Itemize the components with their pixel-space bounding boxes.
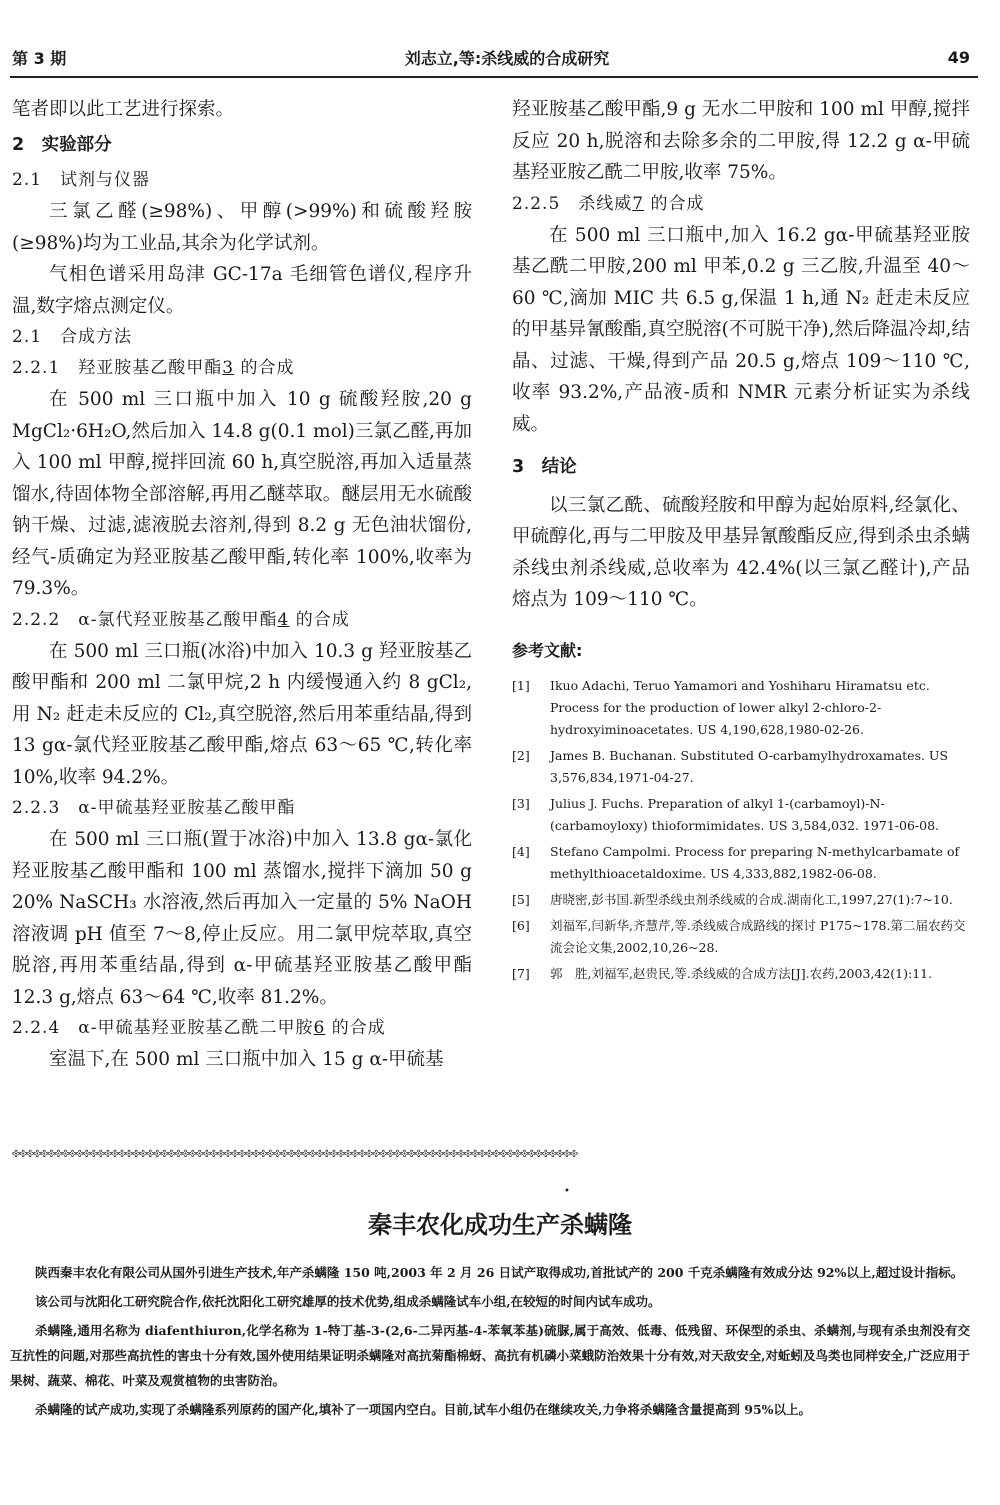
reference-item: [4] Stefano Campolmi. Process for preparing N-methylcarbamate of methylthioacetaldoxime. US 4,333,882,1982-06-08. (512, 843, 960, 881)
compound-number: 4 (277, 609, 290, 630)
references-heading: 参考文献: (512, 640, 583, 660)
news-body (10, 1260, 970, 1426)
section-2-1-heading: 2.1 试剂与仪器 (12, 170, 151, 190)
section-3-heading: 3 结论 (512, 457, 577, 477)
section-2-2-3-heading: 2.2.3 α-甲硫基羟亚胺基乙酸甲酯 (12, 798, 296, 818)
page-number: 49 (947, 48, 970, 67)
section-2-2-1-heading: 2.2.1 羟亚胺基乙酸甲酯3 的合成 (12, 358, 295, 378)
conclusion-paragraph: 以三氯乙酰、硫酸羟胺和甲醇为起始原料,经氯化、甲硫醇化,再与二甲胺及甲基异氰酸酯反应,得到杀虫杀螨杀线虫剂杀线威,总收率为 42.4%(以三氯乙醛计),产品熔点为 109～110 ℃。 (512, 494, 970, 610)
references-list (512, 675, 970, 985)
synthesis-methods-heading: 2.1 合成方法 (12, 327, 133, 347)
left-column (12, 94, 472, 1076)
news-title: 秦丰农化成功生产杀螨隆 (368, 1211, 632, 1239)
section-2-2-5-heading: 2.2.5 杀线威7 的合成 (512, 193, 705, 214)
section-2-heading: 2 实验部分 (12, 134, 112, 155)
decorative-divider: 𐫱𐫱𐫱𐫱𐫱𐫱𐫱𐫱𐫱𐫱𐫱𐫱𐫱𐫱𐫱𐫱𐫱𐫱𐫱𐫱𐫱𐫱𐫱𐫱𐫱𐫱𐫱𐫱𐫱𐫱𐫱𐫱𐫱𐫱𐫱𐫱𐫱𐫱𐫱𐫱𐫱𐫱𐫱𐫱𐫱𐫱𐫱𐫱𐫱𐫱𐫱𐫱𐫱𐫱𐫱𐫱𐫱𐫱𐫱𐫱𐫱𐫱𐫱𐫱𐫱𐫱𐫱𐫱𐫱𐫱𐫱𐫱𐫱𐫱𐫱𐫱𐫱𐫱𐫱𐫱 (12, 1146, 578, 1159)
compound-number: 3 (222, 358, 235, 378)
section-2-2-2-heading: 2.2.2 α-氯代羟亚胺基乙酸甲酯4 的合成 (12, 609, 350, 630)
compound-number: 6 (313, 1018, 326, 1038)
section-2-2-3-paragraph: 在 500 ml 三口瓶(置于冰浴)中加入 13.8 gα-氯化羟亚胺基乙酸甲酯和 100 ml 蒸馏水,搅拌下滴加 50 g 20% NaSCH₃ 水溶液,然后再加入一定量的 5% NaOH 溶液调 pH 值至 7～8,停止反应。用二氯甲烷萃取,真空脱溶,再用苯重结晶,得到 α-甲硫基羟亚胺基乙酸甲酯 12.3 g,熔点 63～64 ℃,收率 81.2%。 (12, 829, 472, 1008)
right-column (512, 94, 970, 989)
section-2-2-4-paragraph: 室温下,在 500 ml 三口瓶中加入 15 g α-甲硫基 (49, 1049, 444, 1070)
reference-item: [5] 唐晓密,彭书国.新型杀线虫剂杀线威的合成.湖南化工,1997,27(1):7~10. (512, 891, 953, 907)
news-paragraph: 该公司与沈阳化工研究院合作,依托沈阳化工研究雄厚的技术优势,组成杀螨隆试车小组,在较短的时间内试车成功。 (35, 1294, 661, 1309)
reference-item: [6] 刘福军,闫新华,齐慧芹,等.杀线威合成路线的探讨 P175~178.第二届农药交流会论文集,2002,10,26~28. (512, 917, 966, 955)
issue-number: 第 3 期 (12, 49, 67, 68)
section-2-2-4-continued: 羟亚胺基乙酸甲酯,9 g 无水二甲胺和 100 ml 甲醇,搅拌反应 20 h,脱溶和去除多余的二甲胺,得 12.2 g α-甲硫基羟亚胺乙酰二甲胺,收率 75%。 (512, 99, 970, 183)
intro-paragraph: 笔者即以此工艺进行探索。 (12, 99, 235, 120)
section-2-2-2-paragraph: 在 500 ml 三口瓶(冰浴)中加入 10.3 g 羟亚胺基乙酸甲酯和 200 ml 二氯甲烷,2 h 内缓慢通入约 8 gCl₂,用 N₂ 赶走未反应的 Cl₂,真空脱溶,然后用苯重结晶,得到 13 gα-氯代羟亚胺基乙酸甲酯,熔点 63～65 ℃,转化率 10%,收率 94.2%。 (12, 640, 472, 788)
running-header (12, 46, 970, 69)
reference-item: [7] 郭 胜,刘福军,赵贵民,等.杀线威的合成方法[J].农药,2003,42(1):11. (512, 965, 933, 981)
section-2-2-4-heading: 2.2.4 α-甲硫基羟亚胺基乙酰二甲胺6 的合成 (12, 1018, 386, 1038)
header-rule (10, 76, 978, 78)
instruments-paragraph: 气相色谱采用岛津 GC-17a 毛细管色谱仪,程序升温,数字熔点测定仪。 (12, 264, 472, 317)
news-paragraph: 陕西秦丰农化有限公司从国外引进生产技术,年产杀螨隆 150 吨,2003 年 2 月 26 日试产取得成功,首批试产的 200 千克杀螨隆有效成分达 92%以上,超过设计指标。 (35, 1265, 964, 1280)
news-paragraph: 杀螨隆的试产成功,实现了杀螨隆系列原药的国产化,填补了一项国内空白。目前,试车小组仍在继续攻关,力争将杀螨隆含量提高到 95%以上。 (35, 1402, 812, 1417)
separator-dot: • (564, 1186, 570, 1197)
section-2-2-5-paragraph: 在 500 ml 三口瓶中,加入 16.2 gα-甲硫基羟亚胺基乙酰二甲胺,200 ml 甲苯,0.2 g 三乙胺,升温至 40～60 ℃,滴加 MIC 共 6.5 g,保温 1 h,通 N₂ 赶走未反应的甲基异氰酸酯,真空脱溶(不可脱干净),然后降温冷却,结晶、过滤、干燥,得到产品 20.5 g,熔点 109～110 ℃,收率 93.2%,产品液-质和 NMR 元素分析证实为杀线威。 (512, 224, 970, 435)
reference-item: [1] Ikuo Adachi, Teruo Yamamori and Yoshiharu Hiramatsu etc. Process for the production of lower alkyl 2-chloro-2-hydroxyiminoacetates. US 4,190,628,1980-02-26. (512, 677, 930, 737)
reagents-paragraph: 三氯乙醛(≥98%)、甲醇(>99%)和硫酸羟胺(≥98%)均为工业品,其余为化学试剂。 (12, 201, 472, 254)
news-paragraph: 杀螨隆,通用名称为 diafenthiuron,化学名称为 1-特丁基-3-(2,6-二异丙基-4-苯氧苯基)硫脲,属于高效、低毒、低残留、环保型的杀虫、杀螨剂,与现有杀虫剂没有交互抗性的问题,对那些高抗性的害虫十分有效,国外使用结果证明杀螨隆对高抗菊酯棉蚜、高抗有机磷小菜蛾防治效果十分有效,对天敌安全,对蚯蚓及鸟类也同样安全,广泛应用于果树、蔬菜、棉花、叶菜及观赏植物的虫害防治。 (10, 1323, 970, 1388)
compound-number: 7 (632, 193, 645, 214)
section-2-2-1-paragraph: 在 500 ml 三口瓶中加入 10 g 硫酸羟胺,20 g MgCl₂·6H₂O,然后加入 14.8 g(0.1 mol)三氯乙醛,再加入 100 ml 甲醇,搅拌回流 60 h,真空脱溶,再加入适量蒸馏水,待固体物全部溶解,再用乙醚萃取。醚层用无水硫酸钠干燥、过滤,滤液脱去溶剂,得到 8.2 g 无色油状馏份,经气-质确定为羟亚胺基乙酸甲酯,转化率 100%,收率为 79.3%。 (12, 389, 472, 599)
reference-item: [3] Julius J. Fuchs. Preparation of alkyl 1-(carbamoyl)-N-(carbamoyloxy) thioformimidates. US 3,584,032. 1971-06-08. (512, 795, 940, 833)
reference-item: [2] James B. Buchanan. Substituted O-carbamylhydroxamates. US 3,576,834,1971-04-27. (512, 747, 949, 785)
running-title: 刘志立,等:杀线威的合成研究 (404, 49, 610, 68)
